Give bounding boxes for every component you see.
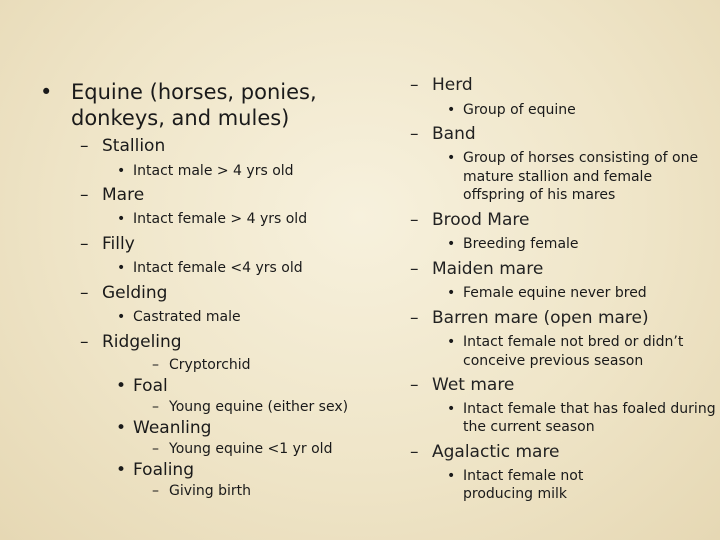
barren-mare-dash: – bbox=[410, 308, 419, 328]
brood-mare-bullet: • bbox=[447, 236, 456, 252]
ridgeling-sub: Cryptorchid bbox=[169, 357, 251, 373]
foaling-bullet: • bbox=[116, 460, 127, 480]
wet-mare-label: Wet mare bbox=[432, 375, 515, 395]
barren-mare-label: Barren mare (open mare) bbox=[432, 308, 649, 328]
maiden-mare-dash: – bbox=[410, 259, 419, 279]
agalactic-mare-desc-line-1: Intact female not bbox=[463, 468, 584, 484]
band-desc-line-2: mature stallion and female bbox=[463, 169, 653, 185]
maiden-mare-desc: Female equine never bred bbox=[463, 285, 647, 301]
brood-mare-label: Brood Mare bbox=[432, 210, 530, 230]
herd-dash: – bbox=[410, 75, 419, 95]
mare-label: Mare bbox=[102, 185, 145, 205]
brood-mare-desc: Breeding female bbox=[463, 236, 579, 252]
stallion-desc: Intact male > 4 yrs old bbox=[133, 163, 294, 179]
barren-mare-bullet: • bbox=[447, 334, 456, 350]
band-dash: – bbox=[410, 124, 419, 144]
agalactic-mare-bullet: • bbox=[447, 468, 456, 484]
band-label: Band bbox=[432, 124, 476, 144]
agalactic-mare-desc-line-2: producing milk bbox=[463, 486, 567, 502]
herd-label: Herd bbox=[432, 75, 473, 95]
gelding-bullet: • bbox=[117, 309, 126, 325]
maiden-mare-label: Maiden mare bbox=[432, 259, 544, 279]
foaling-label: Foaling bbox=[133, 460, 195, 480]
wet-mare-desc-line-2: the current season bbox=[463, 419, 595, 435]
foaling-sub: Giving birth bbox=[169, 483, 252, 499]
filly-desc: Intact female <4 yrs old bbox=[133, 260, 303, 276]
band-bullet: • bbox=[447, 150, 456, 166]
filly-dash: – bbox=[80, 234, 89, 254]
herd-bullet: • bbox=[447, 102, 456, 118]
barren-mare-desc-line-2: conceive previous season bbox=[463, 353, 644, 369]
agalactic-mare-dash: – bbox=[410, 442, 419, 462]
mare-bullet: • bbox=[117, 211, 126, 227]
foaling-sub-dash: – bbox=[152, 483, 159, 499]
agalactic-mare-label: Agalactic mare bbox=[432, 442, 560, 462]
wet-mare-desc-line-1: Intact female that has foaled during bbox=[463, 401, 716, 417]
title-line-2: donkeys, and mules) bbox=[71, 106, 290, 130]
mare-desc: Intact female > 4 yrs old bbox=[133, 211, 308, 227]
foal-sub-dash: – bbox=[152, 399, 159, 415]
filly-label: Filly bbox=[102, 234, 135, 254]
ridgeling-sub-dash: – bbox=[152, 357, 159, 373]
weanling-label: Weanling bbox=[133, 418, 212, 438]
filly-bullet: • bbox=[117, 260, 126, 276]
brood-mare-dash: – bbox=[410, 210, 419, 230]
barren-mare-desc-line-1: Intact female not bred or didn’t bbox=[463, 334, 684, 350]
weanling-sub: Young equine <1 yr old bbox=[169, 441, 333, 457]
stallion-bullet: • bbox=[117, 163, 126, 179]
ridgeling-label: Ridgeling bbox=[102, 332, 182, 352]
title-line-1: Equine (horses, ponies, bbox=[71, 80, 317, 104]
band-desc-line-3: offspring of his mares bbox=[463, 187, 616, 203]
gelding-label: Gelding bbox=[102, 283, 168, 303]
weanling-sub-dash: – bbox=[152, 441, 159, 457]
maiden-mare-bullet: • bbox=[447, 285, 456, 301]
wet-mare-dash: – bbox=[410, 375, 419, 395]
mare-dash: – bbox=[80, 185, 89, 205]
herd-desc: Group of equine bbox=[463, 102, 576, 118]
foal-sub: Young equine (either sex) bbox=[169, 399, 349, 415]
band-desc-line-1: Group of horses consisting of one bbox=[463, 150, 699, 166]
weanling-bullet: • bbox=[116, 418, 127, 438]
ridgeling-dash: – bbox=[80, 332, 89, 352]
foal-label: Foal bbox=[133, 376, 168, 396]
title-bullet: • bbox=[40, 80, 53, 104]
wet-mare-bullet: • bbox=[447, 401, 456, 417]
gelding-desc: Castrated male bbox=[133, 309, 241, 325]
stallion-label: Stallion bbox=[102, 136, 166, 156]
foal-bullet: • bbox=[116, 376, 127, 396]
stallion-dash: – bbox=[80, 136, 89, 156]
gelding-dash: – bbox=[80, 283, 89, 303]
